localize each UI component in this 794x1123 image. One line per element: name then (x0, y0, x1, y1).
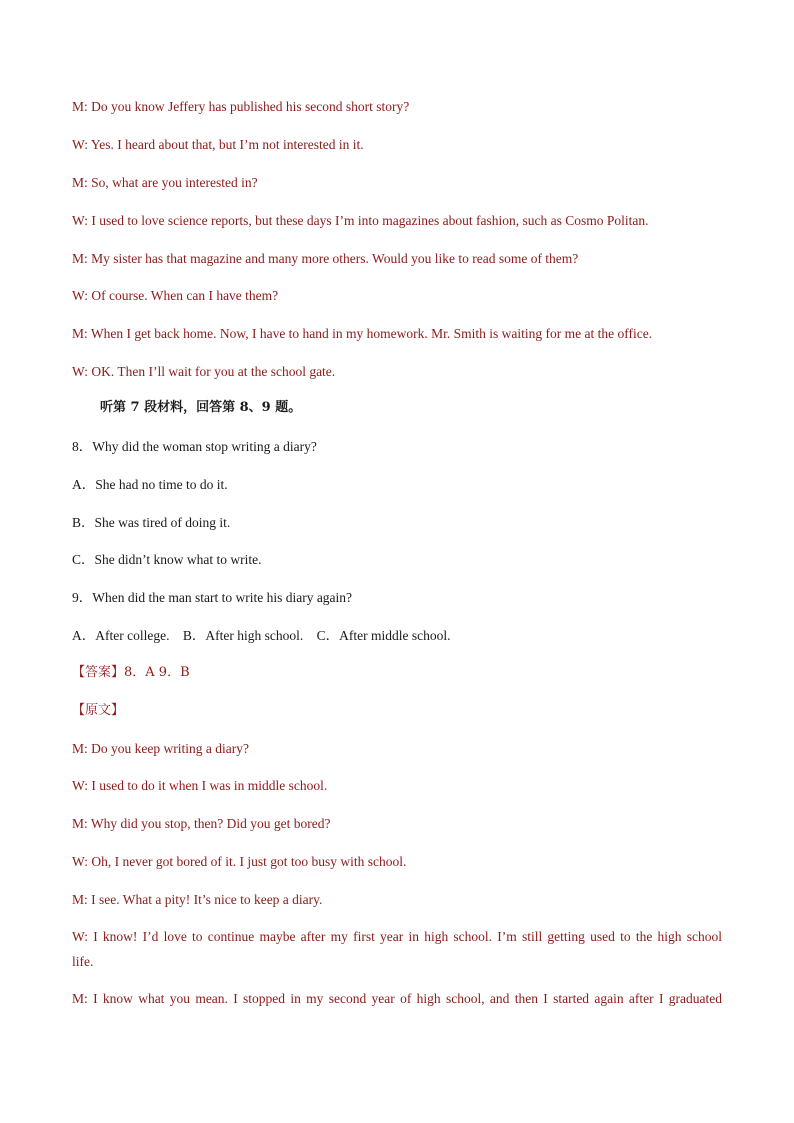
dialogue-line: M: Why did you stop, then? Did you get bored? (72, 816, 331, 831)
dialogue-line: M: Do you know Jeffery has published his second short story? (72, 99, 410, 114)
dialogue-line-continuation: life. (72, 954, 94, 969)
question-8: 8．Why did the woman stop writing a diary? (72, 439, 317, 454)
q8-option-a: A．She had no time to do it. (72, 477, 228, 492)
q9-options-row (72, 627, 722, 645)
dialogue-line: W: I know! I’d love to continue maybe after my first year in high school. I’m still getting used to the high school (72, 929, 722, 944)
original-text-label: 【原文】 (72, 703, 125, 718)
dialogue-line: W: Of course. When can I have them? (72, 288, 279, 303)
answer-key: 【答案】8．A 9．B (72, 665, 190, 680)
dialogue-line: W: Oh, I never got bored of it. I just got too busy with school. (72, 854, 407, 869)
q8-option-b: B．She was tired of doing it. (72, 515, 231, 530)
q9-option-a: A．After college. (72, 628, 170, 643)
dialogue-line: M: When I get back home. Now, I have to hand in my homework. Mr. Smith is waiting for me at the office. (72, 326, 653, 341)
section-heading: 听第 7 段材料，回答第 8、9 题。 (100, 400, 302, 415)
dialogue-line: W: I used to love science reports, but these days I’m into magazines about fashion, such as Cosmo Politan. (72, 213, 649, 228)
dialogue-line: M: So, what are you interested in? (72, 175, 258, 190)
question-9: 9．When did the man start to write his diary again? (72, 590, 353, 605)
dialogue-line: W: Yes. I heard about that, but I’m not interested in it. (72, 137, 364, 152)
dialogue-line: W: I used to do it when I was in middle school. (72, 778, 328, 793)
dialogue-line: M: My sister has that magazine and many more others. Would you like to read some of them? (72, 251, 579, 266)
dialogue-line: W: OK. Then I’ll wait for you at the school gate. (72, 364, 336, 379)
dialogue-line: M: I see. What a pity! It’s nice to keep a diary. (72, 892, 323, 907)
q9-option-c: C．After middle school. (316, 628, 451, 643)
dialogue-line: M: I know what you mean. I stopped in my second year of high school, and then I started again after I graduated (72, 991, 722, 1006)
dialogue-line: M: Do you keep writing a diary? (72, 741, 249, 756)
q9-option-b: B．After high school. (182, 628, 304, 643)
q8-option-c: C．She didn’t know what to write. (72, 552, 262, 567)
